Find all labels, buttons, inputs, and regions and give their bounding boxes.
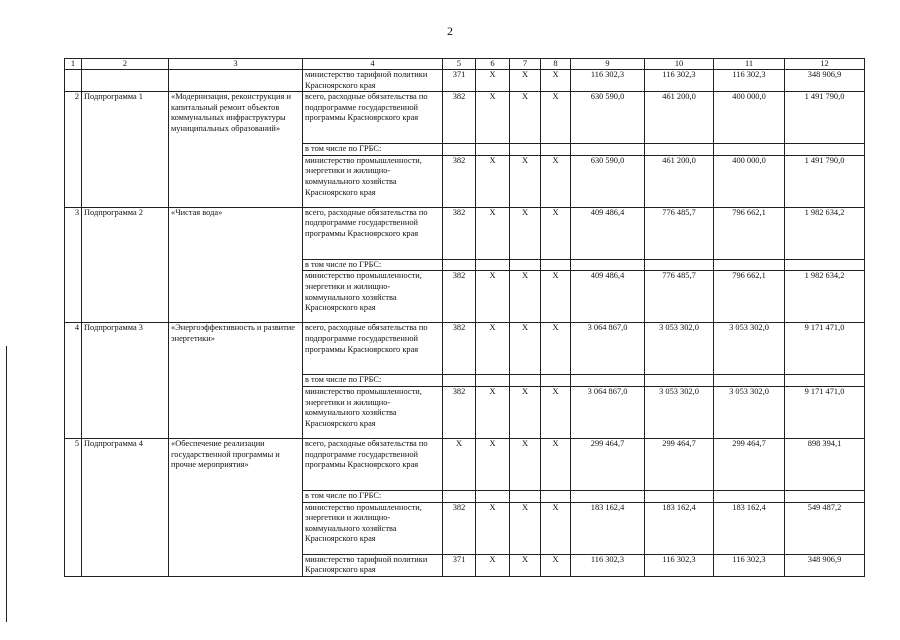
amount-cell: 3 053 302,0 — [645, 323, 714, 375]
table-cell — [510, 490, 541, 502]
grbs-name: министерство промышленности, энергетики и жилищно-коммунального хозяйства Красноярского края — [303, 155, 443, 207]
code-cell: Х — [510, 323, 541, 375]
code-cell: Х — [476, 386, 510, 438]
subprogram-title: «Обеспечение реализации государственной программы и прочие мероприятия» — [169, 438, 303, 576]
table-cell — [476, 259, 510, 271]
table-cell — [571, 259, 645, 271]
table-cell — [541, 375, 571, 387]
grbs-code: Х — [443, 438, 476, 490]
code-cell: Х — [476, 70, 510, 92]
column-number: 3 — [169, 59, 303, 70]
code-cell: Х — [541, 207, 571, 259]
row-index: 5 — [65, 438, 82, 576]
amount-cell: 796 662,1 — [714, 207, 785, 259]
amount-cell: 299 464,7 — [645, 438, 714, 490]
table-cell — [714, 375, 785, 387]
amount-cell: 3 053 302,0 — [645, 386, 714, 438]
code-cell: Х — [510, 438, 541, 490]
total-description: всего, расходные обязательства по подпрограмме государственной программы Красноярского края — [303, 92, 443, 144]
table-cell — [82, 70, 169, 92]
total-amount-cell: 348 906,9 — [785, 554, 865, 576]
code-cell: Х — [541, 70, 571, 92]
total-amount-cell: 1 982 634,2 — [785, 271, 865, 323]
code-cell: Х — [510, 502, 541, 554]
amount-cell: 299 464,7 — [714, 438, 785, 490]
table-cell — [785, 490, 865, 502]
grbs-name: министерство промышленности, энергетики и жилищно-коммунального хозяйства Красноярского края — [303, 386, 443, 438]
amount-cell: 116 302,3 — [714, 70, 785, 92]
grbs-code: 371 — [443, 554, 476, 576]
subprogram-total-row — [65, 438, 865, 490]
amount-cell: 409 486,4 — [571, 207, 645, 259]
table-cell — [476, 490, 510, 502]
code-cell: Х — [476, 554, 510, 576]
amount-cell: 183 162,4 — [571, 502, 645, 554]
budget-table — [64, 58, 865, 577]
code-cell: Х — [476, 502, 510, 554]
total-amount-cell: 1 982 634,2 — [785, 207, 865, 259]
including-label: в том числе по ГРБС: — [303, 259, 443, 271]
grbs-name: министерство промышленности, энергетики и жилищно-коммунального хозяйства Красноярского края — [303, 271, 443, 323]
table-cell — [541, 490, 571, 502]
table-cell — [571, 144, 645, 156]
including-label: в том числе по ГРБС: — [303, 490, 443, 502]
code-cell: Х — [476, 271, 510, 323]
amount-cell: 3 064 867,0 — [571, 323, 645, 375]
table-cell — [443, 144, 476, 156]
amount-cell: 796 662,1 — [714, 271, 785, 323]
column-number: 9 — [571, 59, 645, 70]
code-cell: Х — [476, 92, 510, 144]
amount-cell: 400 000,0 — [714, 92, 785, 144]
table-cell — [785, 259, 865, 271]
code-cell: Х — [541, 554, 571, 576]
code-cell: Х — [541, 271, 571, 323]
grbs-code: 382 — [443, 92, 476, 144]
total-description: всего, расходные обязательства по подпрограмме государственной программы Красноярского края — [303, 438, 443, 490]
code-cell: Х — [510, 386, 541, 438]
code-cell: Х — [476, 155, 510, 207]
subprogram-title: «Энергоэффективность и развитие энергетики» — [169, 323, 303, 439]
grbs-code: 382 — [443, 502, 476, 554]
amount-cell: 3 053 302,0 — [714, 323, 785, 375]
table-cell — [785, 144, 865, 156]
subprogram-name: Подпрограмма 2 — [82, 207, 169, 323]
table-cell — [785, 375, 865, 387]
row-index: 4 — [65, 323, 82, 439]
code-cell: Х — [541, 386, 571, 438]
subprogram-title: «Модернизация, реконструкция и капитальный ремонт объектов коммунальных инфраструктуры муниципальных образований» — [169, 92, 303, 208]
subprogram-total-row — [65, 323, 865, 375]
table-cell — [541, 144, 571, 156]
grbs-code: 382 — [443, 155, 476, 207]
amount-cell: 116 302,3 — [645, 554, 714, 576]
table-cell — [571, 375, 645, 387]
column-number: 7 — [510, 59, 541, 70]
table-cell — [476, 375, 510, 387]
table-cell — [645, 259, 714, 271]
column-number: 1 — [65, 59, 82, 70]
subprogram-name: Подпрограмма 4 — [82, 438, 169, 576]
code-cell: Х — [541, 438, 571, 490]
amount-cell: 116 302,3 — [645, 70, 714, 92]
amount-cell: 776 485,7 — [645, 207, 714, 259]
table-cell — [714, 144, 785, 156]
grbs-code: 382 — [443, 323, 476, 375]
column-number: 11 — [714, 59, 785, 70]
grbs-name: министерство тарифной политики Красноярского края — [303, 554, 443, 576]
code-cell: Х — [541, 155, 571, 207]
total-amount-cell: 9 171 471,0 — [785, 386, 865, 438]
table-cell — [714, 259, 785, 271]
amount-cell: 183 162,4 — [714, 502, 785, 554]
table-cell — [65, 70, 82, 92]
total-description: всего, расходные обязательства по подпрограмме государственной программы Красноярского края — [303, 323, 443, 375]
grbs-name: министерство тарифной политики Красноярского края — [303, 70, 443, 92]
continuation-row — [65, 70, 865, 92]
table-cell — [443, 375, 476, 387]
table-cell — [714, 490, 785, 502]
table-cell — [169, 70, 303, 92]
table-cell — [510, 375, 541, 387]
table-cell — [476, 144, 510, 156]
table-cell — [645, 375, 714, 387]
code-cell: Х — [510, 554, 541, 576]
code-cell: Х — [476, 207, 510, 259]
column-number-row — [65, 59, 865, 70]
amount-cell: 116 302,3 — [571, 554, 645, 576]
grbs-code: 382 — [443, 271, 476, 323]
code-cell: Х — [476, 438, 510, 490]
page-number: 2 — [447, 24, 453, 38]
total-amount-cell: 348 906,9 — [785, 70, 865, 92]
subprogram-total-row — [65, 207, 865, 259]
subprogram-total-row — [65, 92, 865, 144]
code-cell: Х — [510, 70, 541, 92]
grbs-code: 382 — [443, 386, 476, 438]
column-number: 12 — [785, 59, 865, 70]
column-number: 5 — [443, 59, 476, 70]
amount-cell: 630 590,0 — [571, 92, 645, 144]
table-cell — [645, 490, 714, 502]
column-number: 10 — [645, 59, 714, 70]
amount-cell: 461 200,0 — [645, 92, 714, 144]
grbs-code: 382 — [443, 207, 476, 259]
column-number: 6 — [476, 59, 510, 70]
row-index: 3 — [65, 207, 82, 323]
amount-cell: 776 485,7 — [645, 271, 714, 323]
subprogram-name: Подпрограмма 1 — [82, 92, 169, 208]
code-cell: Х — [510, 207, 541, 259]
subprogram-name: Подпрограмма 3 — [82, 323, 169, 439]
amount-cell: 630 590,0 — [571, 155, 645, 207]
total-description: всего, расходные обязательства по подпрограмме государственной программы Красноярского края — [303, 207, 443, 259]
total-amount-cell: 1 491 790,0 — [785, 92, 865, 144]
total-amount-cell: 549 487,2 — [785, 502, 865, 554]
margin-line — [6, 346, 7, 622]
column-number: 2 — [82, 59, 169, 70]
code-cell: Х — [541, 92, 571, 144]
code-cell: Х — [510, 271, 541, 323]
amount-cell: 116 302,3 — [571, 70, 645, 92]
column-number: 8 — [541, 59, 571, 70]
table-cell — [510, 259, 541, 271]
amount-cell: 116 302,3 — [714, 554, 785, 576]
code-cell: Х — [476, 323, 510, 375]
table-cell — [571, 490, 645, 502]
grbs-code: 371 — [443, 70, 476, 92]
total-amount-cell: 1 491 790,0 — [785, 155, 865, 207]
amount-cell: 400 000,0 — [714, 155, 785, 207]
total-amount-cell: 898 394,1 — [785, 438, 865, 490]
table-cell — [443, 490, 476, 502]
code-cell: Х — [541, 502, 571, 554]
total-amount-cell: 9 171 471,0 — [785, 323, 865, 375]
amount-cell: 409 486,4 — [571, 271, 645, 323]
table-cell — [510, 144, 541, 156]
amount-cell: 183 162,4 — [645, 502, 714, 554]
amount-cell: 3 053 302,0 — [714, 386, 785, 438]
including-label: в том числе по ГРБС: — [303, 375, 443, 387]
amount-cell: 299 464,7 — [571, 438, 645, 490]
subprogram-title: «Чистая вода» — [169, 207, 303, 323]
table-cell — [645, 144, 714, 156]
code-cell: Х — [510, 92, 541, 144]
including-label: в том числе по ГРБС: — [303, 144, 443, 156]
grbs-name: министерство промышленности, энергетики и жилищно-коммунального хозяйства Красноярского края — [303, 502, 443, 554]
column-number: 4 — [303, 59, 443, 70]
code-cell: Х — [541, 323, 571, 375]
table-cell — [541, 259, 571, 271]
amount-cell: 3 064 867,0 — [571, 386, 645, 438]
table-cell — [443, 259, 476, 271]
amount-cell: 461 200,0 — [645, 155, 714, 207]
row-index: 2 — [65, 92, 82, 208]
code-cell: Х — [510, 155, 541, 207]
